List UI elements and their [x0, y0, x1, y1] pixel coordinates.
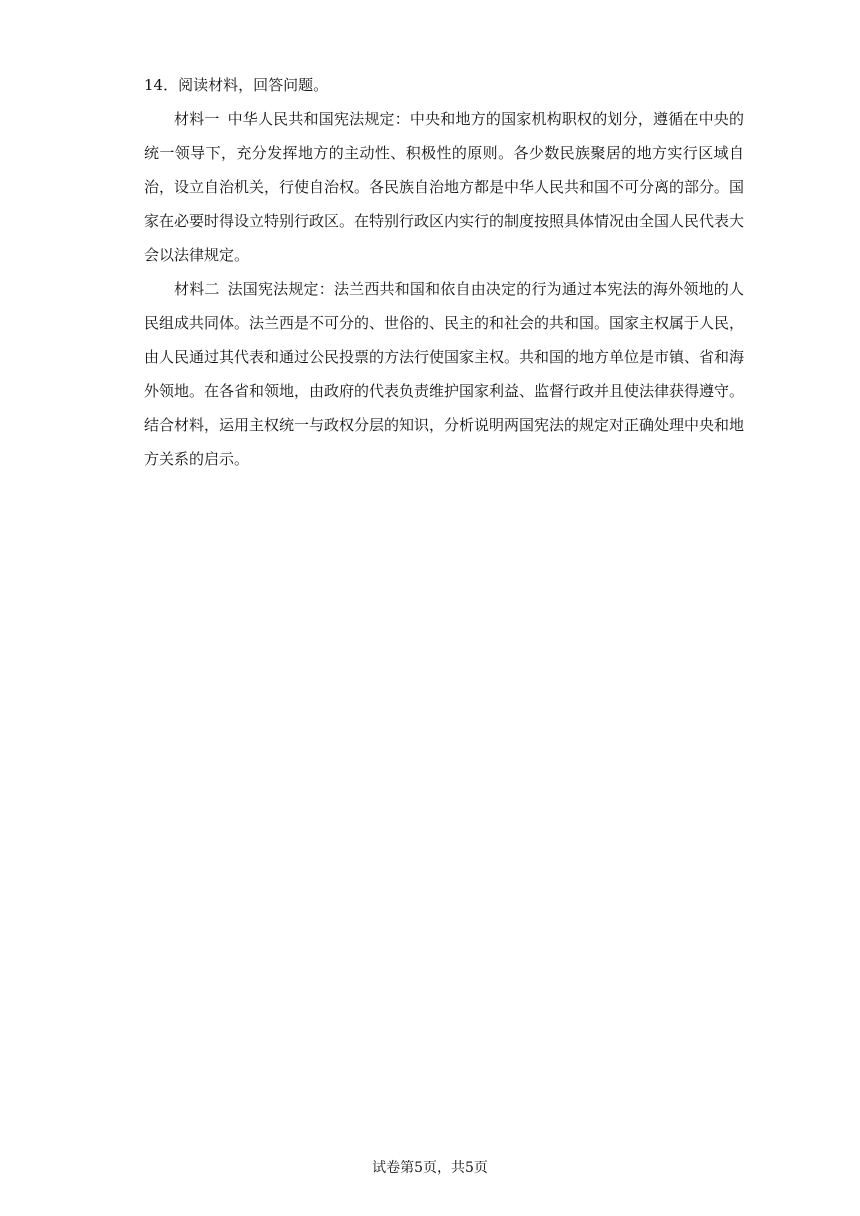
material-two-label: 材料二: [174, 280, 220, 298]
question-title: 14．阅读材料，回答问题。: [144, 76, 329, 94]
material-two: [144, 272, 744, 408]
question-14: [144, 68, 744, 476]
question-prompt: 结合材料，运用主权统一与政权分层的知识，分析说明两国宪法的规定对正确处理中央和地方关系的启示。: [144, 416, 745, 468]
page-footer: 试卷第5页，共5页: [372, 1160, 488, 1176]
material-one-text: 中华人民共和国宪法规定：中央和地方的国家机构职权的划分，遵循在中央的统一领导下，充分发挥地方的主动性、积极性的原则。各少数民族聚居的地方实行区域自治，设立自治机关，行使自治权。各民族自治地方都是中华人民共和国不可分离的部分。国家在必要时得设立特别行政区。在特别行政区内实行的制度按照具体情况由全国人民代表大会以法律规定。: [144, 110, 745, 264]
material-one: [144, 102, 744, 272]
material-two-text: 法国宪法规定：法兰西共和国和依自由决定的行为通过本宪法的海外领地的人民组成共同体。法兰西是不可分的、世俗的、民主的和社会的共和国。国家主权属于人民，由人民通过其代表和通过公民投票的方法行使国家主权。共和国的地方单位是市镇、省和海外领地。在各省和领地，由政府的代表负责维护国家利益、监督行政并且使法律获得遵守。: [144, 280, 745, 400]
material-one-label: 材料一: [174, 110, 220, 128]
